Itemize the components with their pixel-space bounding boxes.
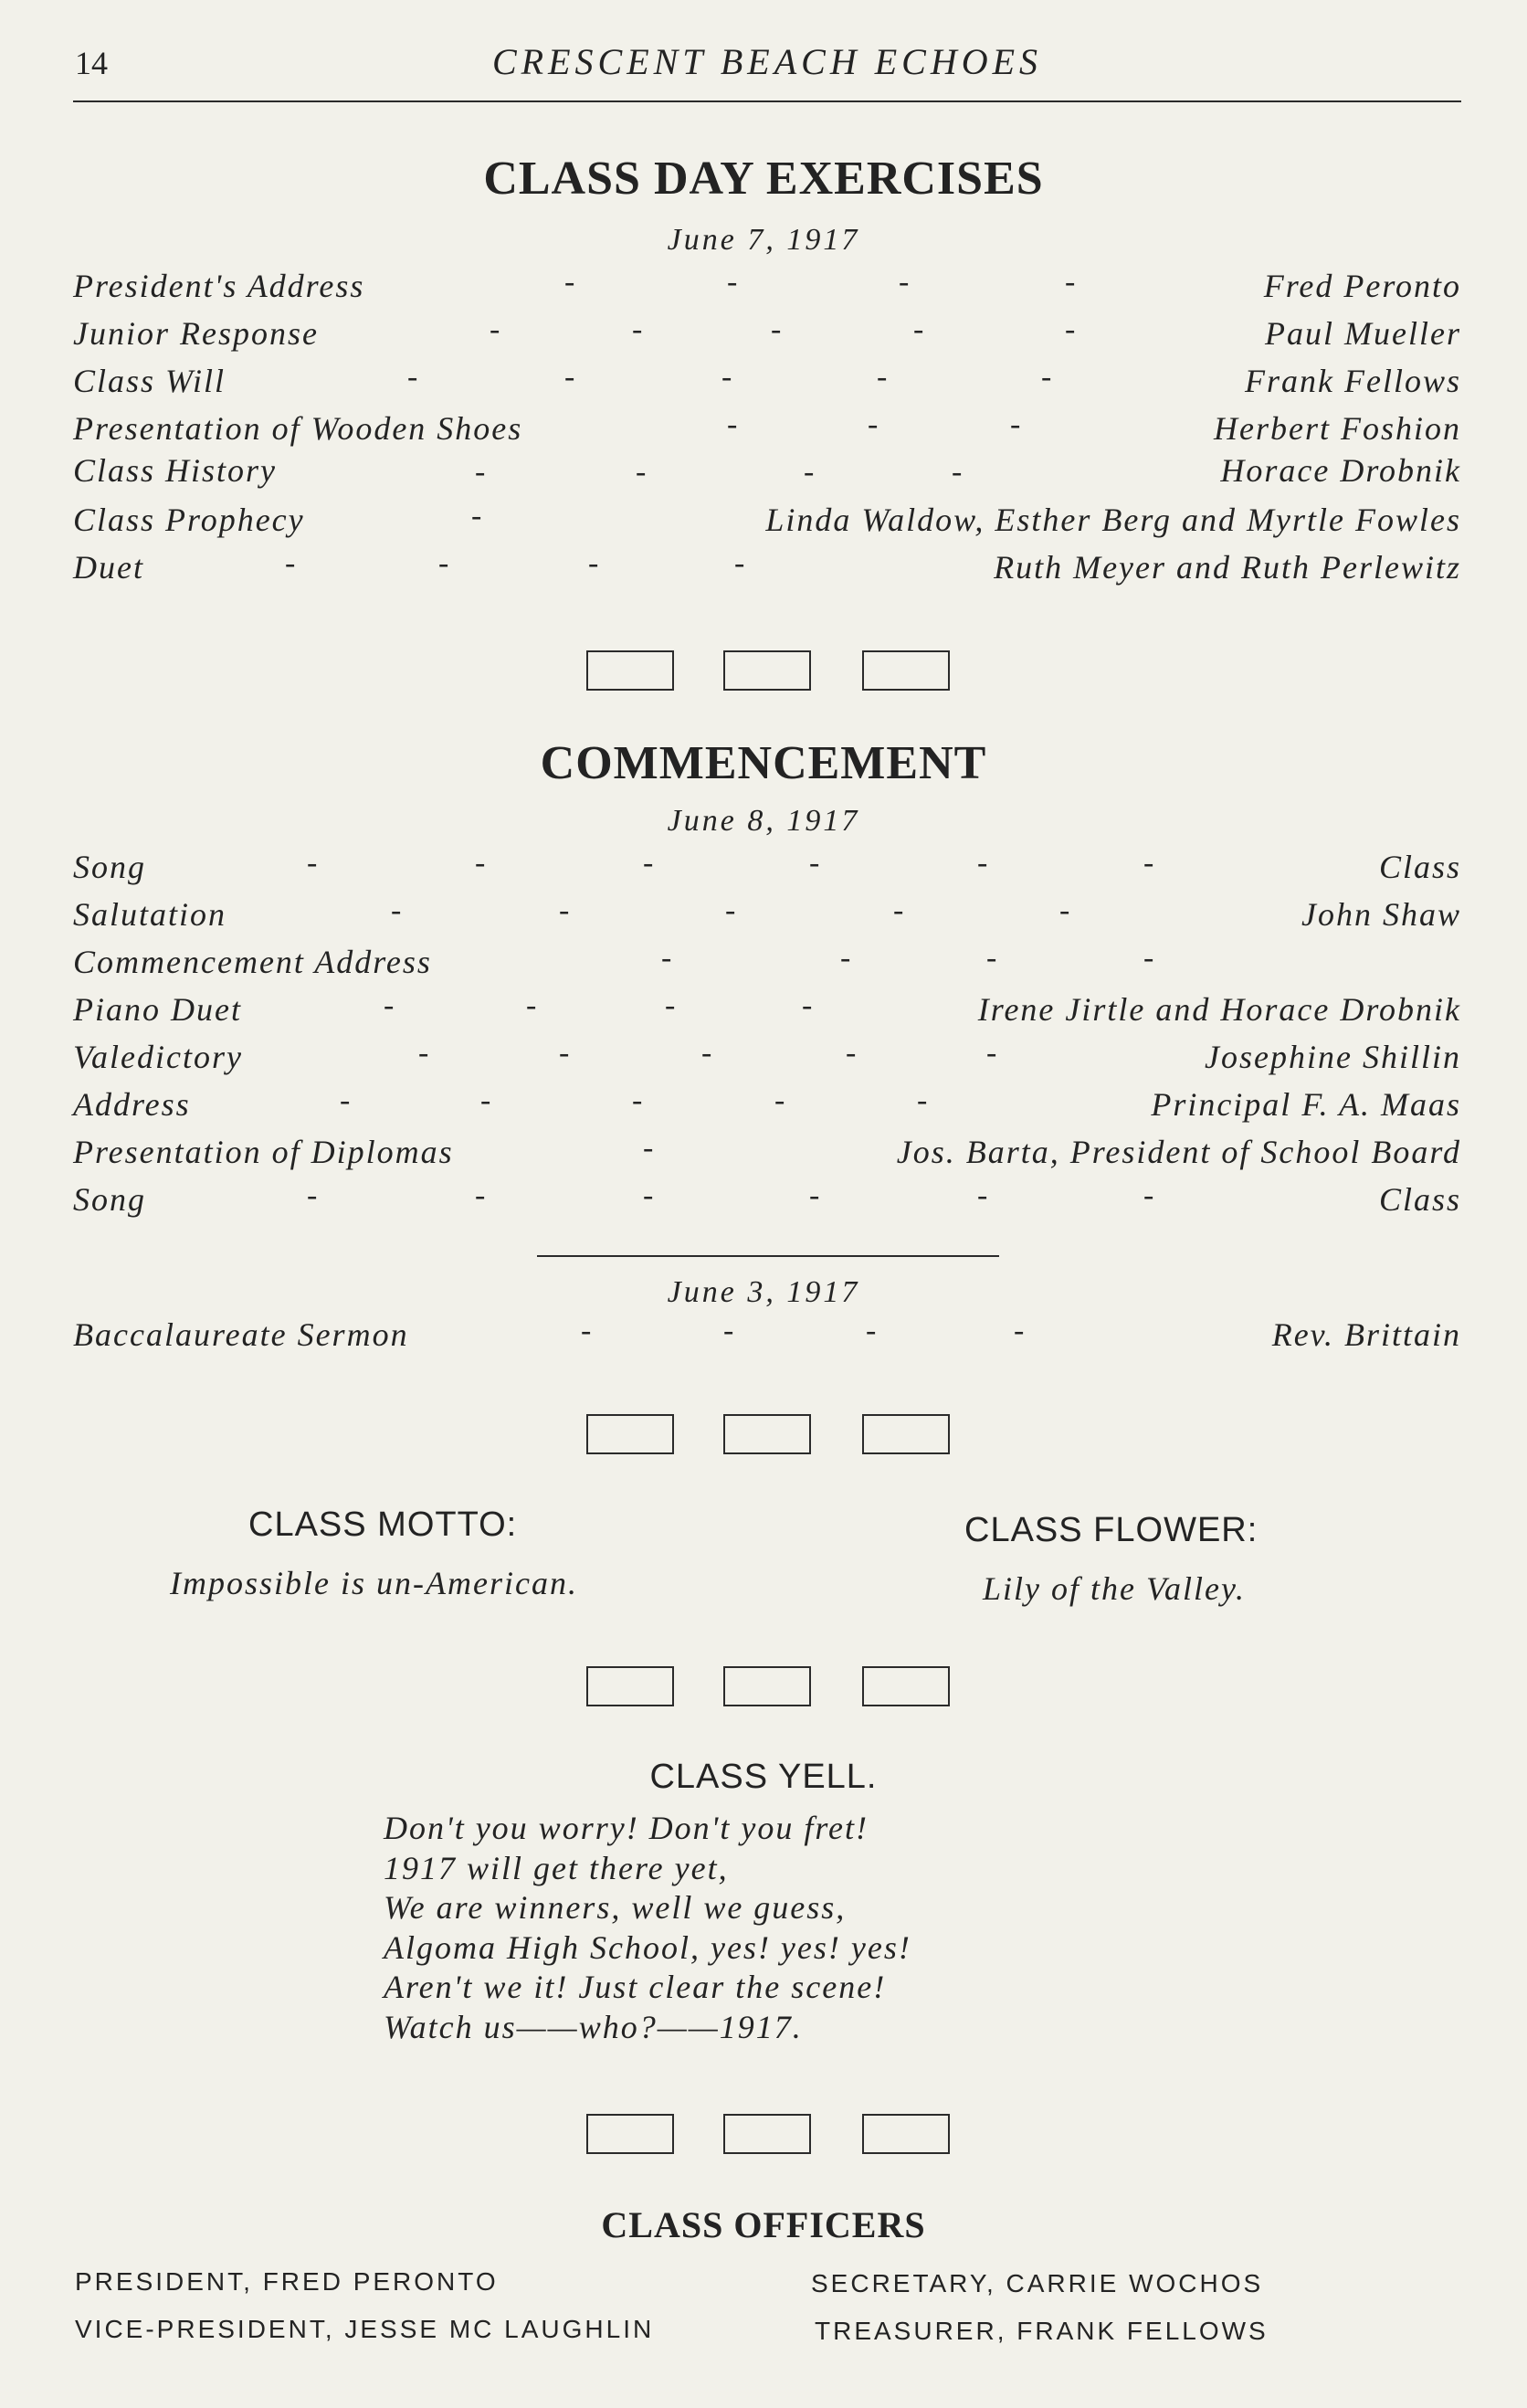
leader-dashes: - - - - - (490, 312, 1078, 346)
officer-treasurer: TREASURER, FRANK FELLOWS (815, 2317, 1269, 2345)
program-row (73, 452, 1461, 501)
program-person: John Shaw (1301, 896, 1461, 933)
program-label: President's Address (73, 268, 365, 304)
program-person: Class (1378, 849, 1461, 885)
ornament-box (586, 1414, 674, 1454)
program-label: Song (73, 1181, 146, 1218)
program-label: Valedictory (73, 1039, 243, 1075)
running-header (73, 37, 1461, 102)
program-person: Fred Peronto (1263, 268, 1461, 304)
officers-heading: CLASS OFFICERS (601, 2204, 926, 2245)
commencement-program (73, 848, 1461, 1228)
yell-line: We are winners, well we guess, (384, 1889, 847, 1926)
program-row (73, 1180, 1461, 1228)
program-label: Piano Duet (73, 991, 242, 1028)
yell-line: 1917 will get there yet, (384, 1849, 729, 1886)
program-label: Song (73, 849, 146, 885)
program-person: Jos. Barta, President of School Board (896, 1134, 1461, 1170)
leader-dashes: - (643, 1131, 656, 1165)
page-number: 14 (75, 45, 108, 81)
commencement-title: COMMENCEMENT (540, 737, 987, 789)
publication-title: CRESCENT BEACH ECHOES (491, 41, 1043, 82)
ornament-box (862, 1666, 950, 1706)
program-label: Class Prophecy (73, 502, 305, 538)
flower-heading: CLASS FLOWER: (964, 1511, 1258, 1549)
leader-dashes: - - - - - (418, 1036, 999, 1070)
program-row (73, 848, 1461, 895)
yell-heading: CLASS YELL. (649, 1758, 878, 1796)
motto-heading: CLASS MOTTO: (248, 1505, 518, 1544)
program-label: Duet (73, 549, 144, 586)
leader-dashes: - - - - (661, 941, 1156, 975)
program-person: Paul Mueller (1265, 315, 1461, 352)
program-label: Junior Response (73, 315, 319, 352)
leader-dashes: - (471, 499, 484, 533)
program-row (73, 267, 1461, 314)
program-row (73, 1085, 1461, 1133)
program-label: Presentation of Wooden Shoes (73, 410, 523, 447)
program-person: Herbert Foshion (1214, 410, 1461, 447)
divider-rule (537, 1255, 999, 1257)
program-row (73, 409, 1461, 457)
motto-text: Impossible is un-American. (170, 1565, 578, 1601)
program-person: Frank Fellows (1245, 363, 1461, 399)
program-row (73, 943, 1461, 990)
class-day-title: CLASS DAY EXERCISES (483, 153, 1044, 205)
leader-dashes: - - - - (475, 455, 964, 489)
program-person: Principal F. A. Maas (1151, 1086, 1461, 1123)
program-row (73, 1315, 1461, 1363)
ornament-box (586, 2114, 674, 2154)
yell-line: Aren't we it! Just clear the scene! (384, 1969, 887, 2005)
program-row (73, 1038, 1461, 1085)
program-person: Rev. Brittain (1271, 1316, 1461, 1353)
program-row (73, 990, 1461, 1038)
ornament-box (586, 650, 674, 691)
leader-dashes: - - - - - (340, 1083, 930, 1117)
ornament-box (862, 650, 950, 691)
program-row (73, 501, 1461, 548)
ornament-box (862, 2114, 950, 2154)
program-person: Horace Drobnik (1220, 452, 1461, 489)
program-person: Linda Waldow, Esther Berg and Myrtle Fowles (765, 502, 1461, 538)
ornament-box (723, 650, 811, 691)
leader-dashes: - - - - - (407, 360, 1054, 394)
program-person: Ruth Meyer and Ruth Perlewitz (994, 549, 1461, 586)
leader-dashes: - - - - - - (307, 1178, 1156, 1212)
yell-line: Watch us——who?——1917. (384, 2008, 803, 2045)
program-label: Baccalaureate Sermon (73, 1316, 409, 1353)
leader-dashes: - - - - (384, 988, 815, 1022)
program-label: Commencement Address (73, 944, 432, 980)
ornament-box (723, 1666, 811, 1706)
program-person: Irene Jirtle and Horace Drobnik (977, 991, 1461, 1028)
class-day-program (73, 267, 1461, 596)
leader-dashes: - - - - (564, 265, 1078, 299)
program-row (73, 548, 1461, 596)
officer-secretary: SECRETARY, CARRIE WOCHOS (811, 2269, 1264, 2297)
program-label: Class Will (73, 363, 226, 399)
program-row (73, 314, 1461, 362)
officer-vice-president: VICE-PRESIDENT, JESSE MC LAUGHLIN (75, 2315, 655, 2343)
leader-dashes: - - - (727, 407, 1023, 441)
program-label: Class History (73, 452, 278, 489)
ornament-box (586, 1666, 674, 1706)
yell-line: Don't you worry! Don't you fret! (384, 1810, 869, 1846)
ornament-boxes (0, 1414, 1527, 1456)
leader-dashes: - - - - - (391, 893, 1072, 927)
program-label: Salutation (73, 896, 227, 933)
program-label: Address (73, 1086, 191, 1123)
baccalaureate-date: June 3, 1917 (667, 1275, 860, 1309)
ornament-boxes (0, 650, 1527, 692)
ornament-box (862, 1414, 950, 1454)
leader-dashes: - - - - - - (307, 846, 1156, 880)
yell-verse (384, 1809, 911, 2047)
ornament-box (723, 1414, 811, 1454)
ornament-boxes (0, 1666, 1527, 1708)
program-person: Class (1378, 1181, 1461, 1218)
program-row (73, 1133, 1461, 1180)
leader-dashes: - - - - (285, 546, 747, 580)
program-row (73, 895, 1461, 943)
flower-text: Lily of the Valley. (983, 1570, 1246, 1607)
program-person: Josephine Shillin (1205, 1039, 1461, 1075)
commencement-date: June 8, 1917 (667, 804, 860, 838)
baccalaureate-program (73, 1315, 1461, 1363)
ornament-box (723, 2114, 811, 2154)
ornament-boxes (0, 2114, 1527, 2156)
yell-line: Algoma High School, yes! yes! yes! (384, 1928, 911, 1966)
program-row (73, 362, 1461, 409)
program-label: Presentation of Diplomas (73, 1134, 454, 1170)
class-day-date: June 7, 1917 (667, 223, 860, 257)
officer-president: PRESIDENT, FRED PERONTO (75, 2267, 499, 2296)
leader-dashes: - - - - (581, 1314, 1027, 1347)
